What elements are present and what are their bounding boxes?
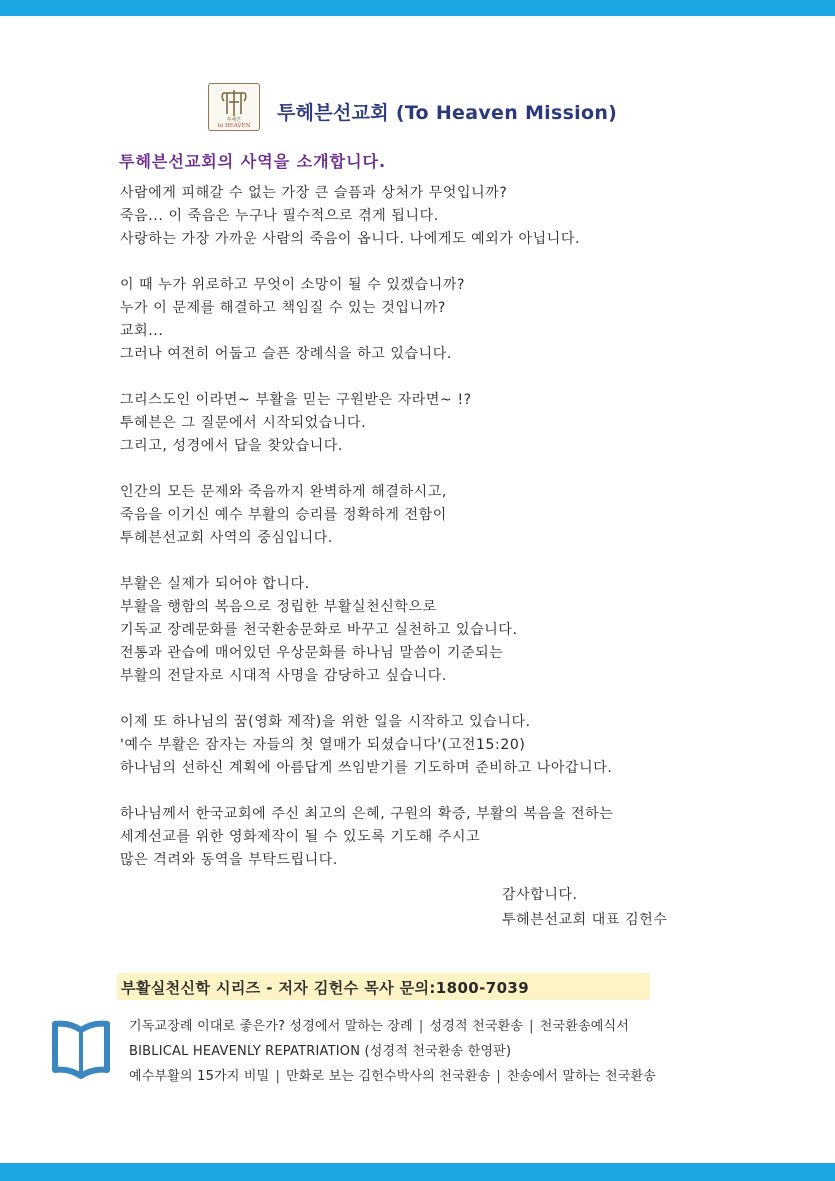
series-banner	[117, 973, 650, 1000]
book-list-line	[129, 1014, 656, 1039]
open-book-icon	[51, 1016, 111, 1082]
separator: |	[275, 1069, 281, 1084]
separator: |	[529, 1019, 534, 1034]
book-list-line	[129, 1039, 656, 1064]
paragraph	[120, 803, 760, 872]
body-line: 하나님의 선하신 계획에 아름답게 쓰임받기를 기도하며 준비하고 나아갑니다.	[120, 760, 613, 776]
body-line: 죽음... 이 죽음은 누구나 필수적으로 겪게 됩니다.	[120, 208, 439, 224]
body-line: 이제 또 하나님의 꿈(영화 제작)을 위한 일을 시작하고 있습니다.	[120, 714, 531, 730]
body-line: 교회...	[120, 323, 164, 339]
body-line: 이 때 누가 위로하고 무엇이 소망이 될 수 있겠습니까?	[120, 277, 466, 293]
book-title: 예수부활의 15가지 비밀	[129, 1069, 270, 1084]
body-line: 인간의 모든 문제와 죽음까지 완벽하게 해결하시고,	[120, 484, 447, 500]
body-line: 누가 이 문제를 해결하고 책임질 수 있는 것입니까?	[120, 300, 446, 316]
body-line: 부활은 실제가 되어야 합니다.	[120, 576, 310, 592]
paragraph	[120, 711, 760, 780]
separator: |	[496, 1069, 501, 1084]
body-line: 사람에게 피해갈 수 없는 가장 큰 슬픔과 상처가 무엇입니까?	[120, 185, 508, 201]
body-line: 그러나 여전히 어둡고 슬픈 장례식을 하고 있습니다.	[120, 346, 452, 362]
book-title: BIBLICAL HEAVENLY REPATRIATION (성경적 천국환송 한영판)	[129, 1044, 512, 1059]
paragraph	[120, 573, 760, 688]
top-accent-bar	[0, 0, 835, 16]
signature-text: 투헤븐선교회 대표 김헌수	[502, 912, 668, 928]
book-list-line	[129, 1064, 656, 1089]
paragraph	[120, 274, 760, 366]
body-line: 투헤븐선교회 사역의 중심입니다.	[120, 530, 333, 546]
body-line: 부활을 행함의 복음으로 정립한 부활실천신학으로	[120, 599, 437, 615]
body-line: 하나님께서 한국교회에 주신 최고의 은혜, 구원의 확증, 부활의 복음을 전하는	[120, 806, 614, 822]
book-title: 기독교장례 이대로 좋은가? 성경에서 말하는 장례	[129, 1019, 413, 1034]
signoff	[502, 883, 667, 933]
body-line: 죽음을 이기신 예수 부활의 승리를 정확하게 전함이	[120, 507, 447, 523]
intro-heading: 투헤븐선교회의 사역을 소개합니다.	[119, 152, 387, 171]
book-title: 만화로 보는 김헌수박사의 천국환송	[286, 1069, 491, 1084]
paragraph	[120, 481, 760, 550]
paragraph	[120, 389, 760, 458]
book-title: 찬송에서 말하는 천국환송	[507, 1069, 657, 1084]
body-line: 세계선교를 위한 영화제작이 될 수 있도록 기도해 주시고	[120, 829, 481, 845]
body-line: 사랑하는 가장 가까운 사람의 죽음이 옵니다. 나에게도 예외가 아닙니다.	[120, 231, 581, 247]
book-title: 성경적 천국환송	[429, 1019, 524, 1034]
body-line: 그리고, 성경에서 답을 찾았습니다.	[120, 438, 343, 454]
body-line: 그리스도인 이라면~ 부활을 믿는 구원받은 자라면~ !?	[120, 392, 472, 408]
series-banner-text: 부활실천신학 시리즈 - 저자 김헌수 목사 문의:1800-7039	[121, 979, 530, 997]
bottom-accent-bar	[0, 1163, 835, 1181]
mission-logo	[208, 83, 260, 131]
body-line: 기독교 장례문화를 천국환송문화로 바꾸고 실천하고 있습니다.	[120, 622, 518, 638]
book-list	[129, 1014, 656, 1089]
body-line: 투헤븐은 그 질문에서 시작되었습니다.	[120, 415, 367, 431]
book-title: 천국환송예식서	[539, 1019, 630, 1034]
paragraph	[120, 182, 760, 251]
intro-body	[120, 182, 760, 872]
page-title: 투헤븐선교회 (To Heaven Mission)	[277, 102, 618, 124]
body-line: 부활의 전달자로 시대적 사명을 감당하고 싶습니다.	[120, 668, 447, 684]
body-line: '예수 부활은 잠자는 자들의 첫 열매가 되셨습니다'(고전15:20)	[120, 737, 526, 753]
body-line: 전통과 관습에 매어있던 우상문화를 하나님 말씀이 기준되는	[120, 645, 504, 661]
logo-english-text: to HEAVEN	[217, 123, 251, 129]
logo-korean-text: 투헤븐	[226, 117, 242, 123]
thanks-text: 감사합니다.	[502, 887, 578, 903]
body-line: 많은 격려와 동역을 부탁드립니다.	[120, 852, 338, 868]
separator: |	[418, 1019, 424, 1034]
